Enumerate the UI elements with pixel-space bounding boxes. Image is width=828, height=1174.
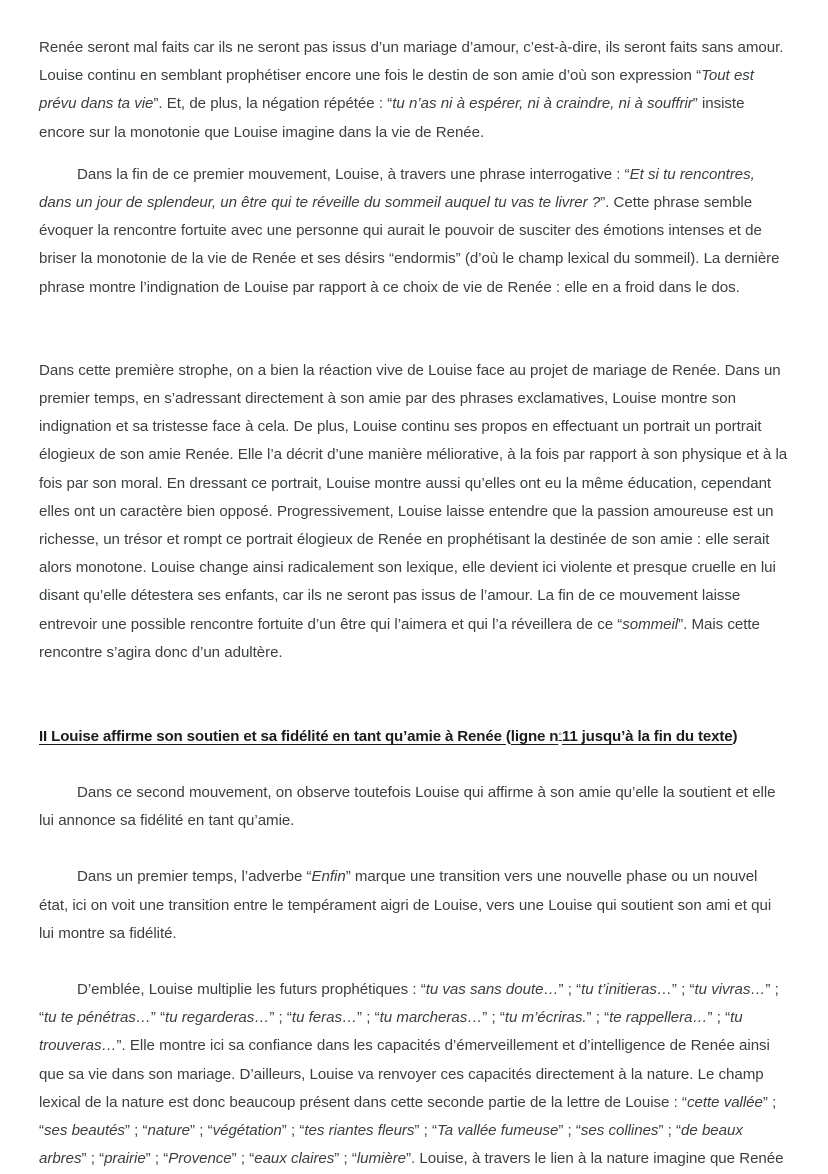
heading-paren-open: ( — [505, 728, 511, 746]
p6-quote-2: tu t’initieras… — [581, 981, 672, 999]
paragraph-4 — [39, 779, 789, 835]
p3-run-1: Dans cette première strophe, on a bien la réaction vive de Louise face au projet de mariage de Renée. Dans un premier temps, en s’adressant directement à son amie par des phrases exclamatives, Louise montre son indignation et sa tristesse face à cela. De plus, Louise continu ses propos en effectuant un portrait un portrait élogieux de son amie Renée. Elle l’a décrit d’une manière méliorative, à la fois par rapport à son physique et à la fois par son moral. En dressant ce portrait, Louise montre aussi qu’elles ont eu la même éducation, cependant elles ont un caractère bien opposé. Progressivement, Louise laisse entendre que la passion amoureuse est un richesse, un trésor et rompt ce portrait élogieux de Renée en prophétisant la destinée de son amie : elle serait alors monotone. Louise change ainsi radicalement son lexique, elle devient ici violente et presque cruelle en lui disant qu’elle détestera ses enfants, car ils ne seront pas issus de l’amour. La fin de ce mouvement laisse entrevoir une possible rencontre fortuite d’un être qui l’aimera et qui l’a réveillera de ce “ — [39, 361, 788, 633]
p6-nature-sep-5: ” ; “ — [414, 1122, 438, 1140]
p6-run-3: ”. Louise, à travers le lien à la nature imagine que Renée — [406, 1150, 784, 1168]
p6-nature-sep-9: ” ; “ — [145, 1150, 169, 1168]
paragraph-2 — [39, 161, 789, 302]
p6-sep-8: ” ; “ — [586, 1009, 610, 1027]
p6-run-1: D’emblée, Louise multiplie les futurs prophétiques : “ — [77, 981, 426, 999]
p2-run-2: ”. Cette phrase semble évoquer la rencontre fortuite avec une personne qui aurait le pouvoir de susciter des émotions intenses et de briser la monotonie de la vie de Renée et ses désirs “endormis” (d’où le champ lexical du sommeil). La dernière phrase montre l’indignation de Louise par rapport à ce choix de vie de Renée : elle en a froid dans le dos. — [39, 194, 780, 296]
section-heading-ii — [39, 722, 789, 751]
paragraph-6 — [39, 976, 789, 1173]
p6-nature-6: Ta vallée fumeuse — [437, 1122, 559, 1140]
p6-nature-3: nature — [147, 1122, 191, 1140]
degree-icon: ◦ — [558, 728, 562, 740]
p5-run-1: Dans un premier temps, l’adverbe “ — [77, 868, 312, 886]
heading-line-reference-range: 11 jusqu’à la fin du texte — [561, 728, 733, 746]
p6-nature-9: prairie — [104, 1150, 146, 1168]
p6-quote-3: tu vivras… — [694, 981, 766, 999]
p6-quote-8: tu m’écriras. — [504, 1009, 587, 1027]
p6-quote-1: tu vas sans doute… — [425, 981, 559, 999]
p6-sep-2: ” ; “ — [671, 981, 695, 999]
p6-nature-10: Provence — [168, 1150, 232, 1168]
p6-quote-6: tu feras… — [291, 1009, 358, 1027]
p6-nature-2: ses beautés — [43, 1122, 125, 1140]
p1-quote-1: Tout est prévu dans ta vie — [39, 67, 754, 113]
p6-nature-sep-3: ” ; “ — [190, 1122, 213, 1140]
paragraph-5 — [39, 863, 789, 948]
p6-nature-5: tes riantes fleurs — [304, 1122, 415, 1140]
p6-nature-sep-8: ” ; “ — [81, 1150, 105, 1168]
p6-nature-7: ses collines — [580, 1122, 659, 1140]
p6-nature-sep-2: ” ; “ — [124, 1122, 148, 1140]
p6-nature-11: eaux claires — [254, 1150, 335, 1168]
p6-sep-4: ” “ — [150, 1009, 166, 1027]
p6-nature-sep-7: ” ; “ — [658, 1122, 682, 1140]
p3-quote-1: sommeil — [622, 615, 679, 633]
p6-sep-3: ” ; “ — [39, 981, 779, 1027]
p2-run-1: Dans la fin de ce premier mouvement, Louise, à travers une phrase interrogative : “ — [77, 165, 630, 183]
p6-quote-7: tu marcheras… — [379, 1009, 483, 1027]
paragraph-3 — [39, 357, 789, 667]
p6-sep-7: ” ; “ — [482, 1009, 505, 1027]
p6-nature-sep-1: ” ; “ — [39, 1093, 777, 1140]
p1-quote-2: tu n’as ni à espérer, ni à craindre, ni à souffrir — [392, 95, 693, 113]
p6-quote-9: te rappellera… — [609, 1009, 708, 1027]
p1-run-3: ” insiste encore sur la monotonie que Louise imagine dans la vie de Renée. — [39, 95, 745, 141]
heading-main-text: II Louise affirme son soutien et sa fidélité en tant qu’amie à Renée — [39, 728, 506, 746]
p1-run-1: Renée seront mal faits car ils ne seront pas issus d’un mariage d’amour, c’est-à-dire, ils seront faits sans amour. Louise continu en semblant prophétiser encore une fois le destin de son amie d’où son expression “ — [39, 39, 784, 85]
p6-sep-6: ” ; “ — [357, 1009, 380, 1027]
p6-quote-4: tu te pénétras… — [43, 1009, 151, 1027]
p5-run-2: ” marque une transition vers une nouvelle phase ou un nouvel état, ici on voit une transition entre le tempérament aigri de Louise, vers une Louise qui soutient son ami et qui lui montre sa fidélité. — [39, 868, 772, 942]
p5-quote-1: Enfin — [311, 868, 346, 886]
p6-sep-1: ” ; “ — [558, 981, 582, 999]
p2-quote-1: Et si tu rencontres, dans un jour de splendeur, un être qui te réveille du sommeil auquel tu vas te livrer ? — [39, 165, 755, 212]
p6-nature-12: lumière — [356, 1150, 407, 1168]
p6-nature-sep-11: ” ; “ — [334, 1150, 357, 1168]
p6-quote-5: tu regarderas… — [165, 1009, 270, 1027]
paragraph-1 — [39, 34, 789, 147]
heading-paren-close: ) — [732, 728, 738, 746]
p6-nature-1: cette vallée — [686, 1093, 763, 1111]
p6-nature-8: de beaux arbres — [39, 1122, 743, 1168]
p4-run-1: Dans ce second mouvement, on observe toutefois Louise qui affirme à son amie qu’elle la soutient et elle lui annonce sa fidélité en tant qu’amie. — [39, 784, 776, 830]
p6-sep-5: ” ; “ — [269, 1009, 292, 1027]
p6-nature-sep-10: ” ; “ — [231, 1150, 255, 1168]
p6-run-2: ”. Elle montre ici sa confiance dans les capacités d’émerveillement et d’intelligence de Renée ainsi que sa vie dans son mariage. D’ailleurs, Louise va renvoyer ces capacités directement à la nature. Le champ lexical de la nature est donc beaucoup présent dans cette seconde partie de la lettre de Louise : “ — [39, 1037, 770, 1111]
p6-nature-sep-4: ” ; “ — [281, 1122, 305, 1140]
p6-nature-4: végétation — [212, 1122, 282, 1140]
p6-sep-9: ” ; “ — [707, 1009, 731, 1027]
p6-nature-sep-6: ” ; “ — [558, 1122, 581, 1140]
p1-run-2: ”. Et, de plus, la négation répétée : “ — [153, 95, 393, 113]
p3-run-2: ”. Mais cette rencontre s’agira donc d’un adultère. — [39, 615, 760, 661]
heading-line-reference-label: ligne n — [510, 728, 559, 746]
p6-quote-10: tu trouveras… — [39, 1009, 743, 1055]
